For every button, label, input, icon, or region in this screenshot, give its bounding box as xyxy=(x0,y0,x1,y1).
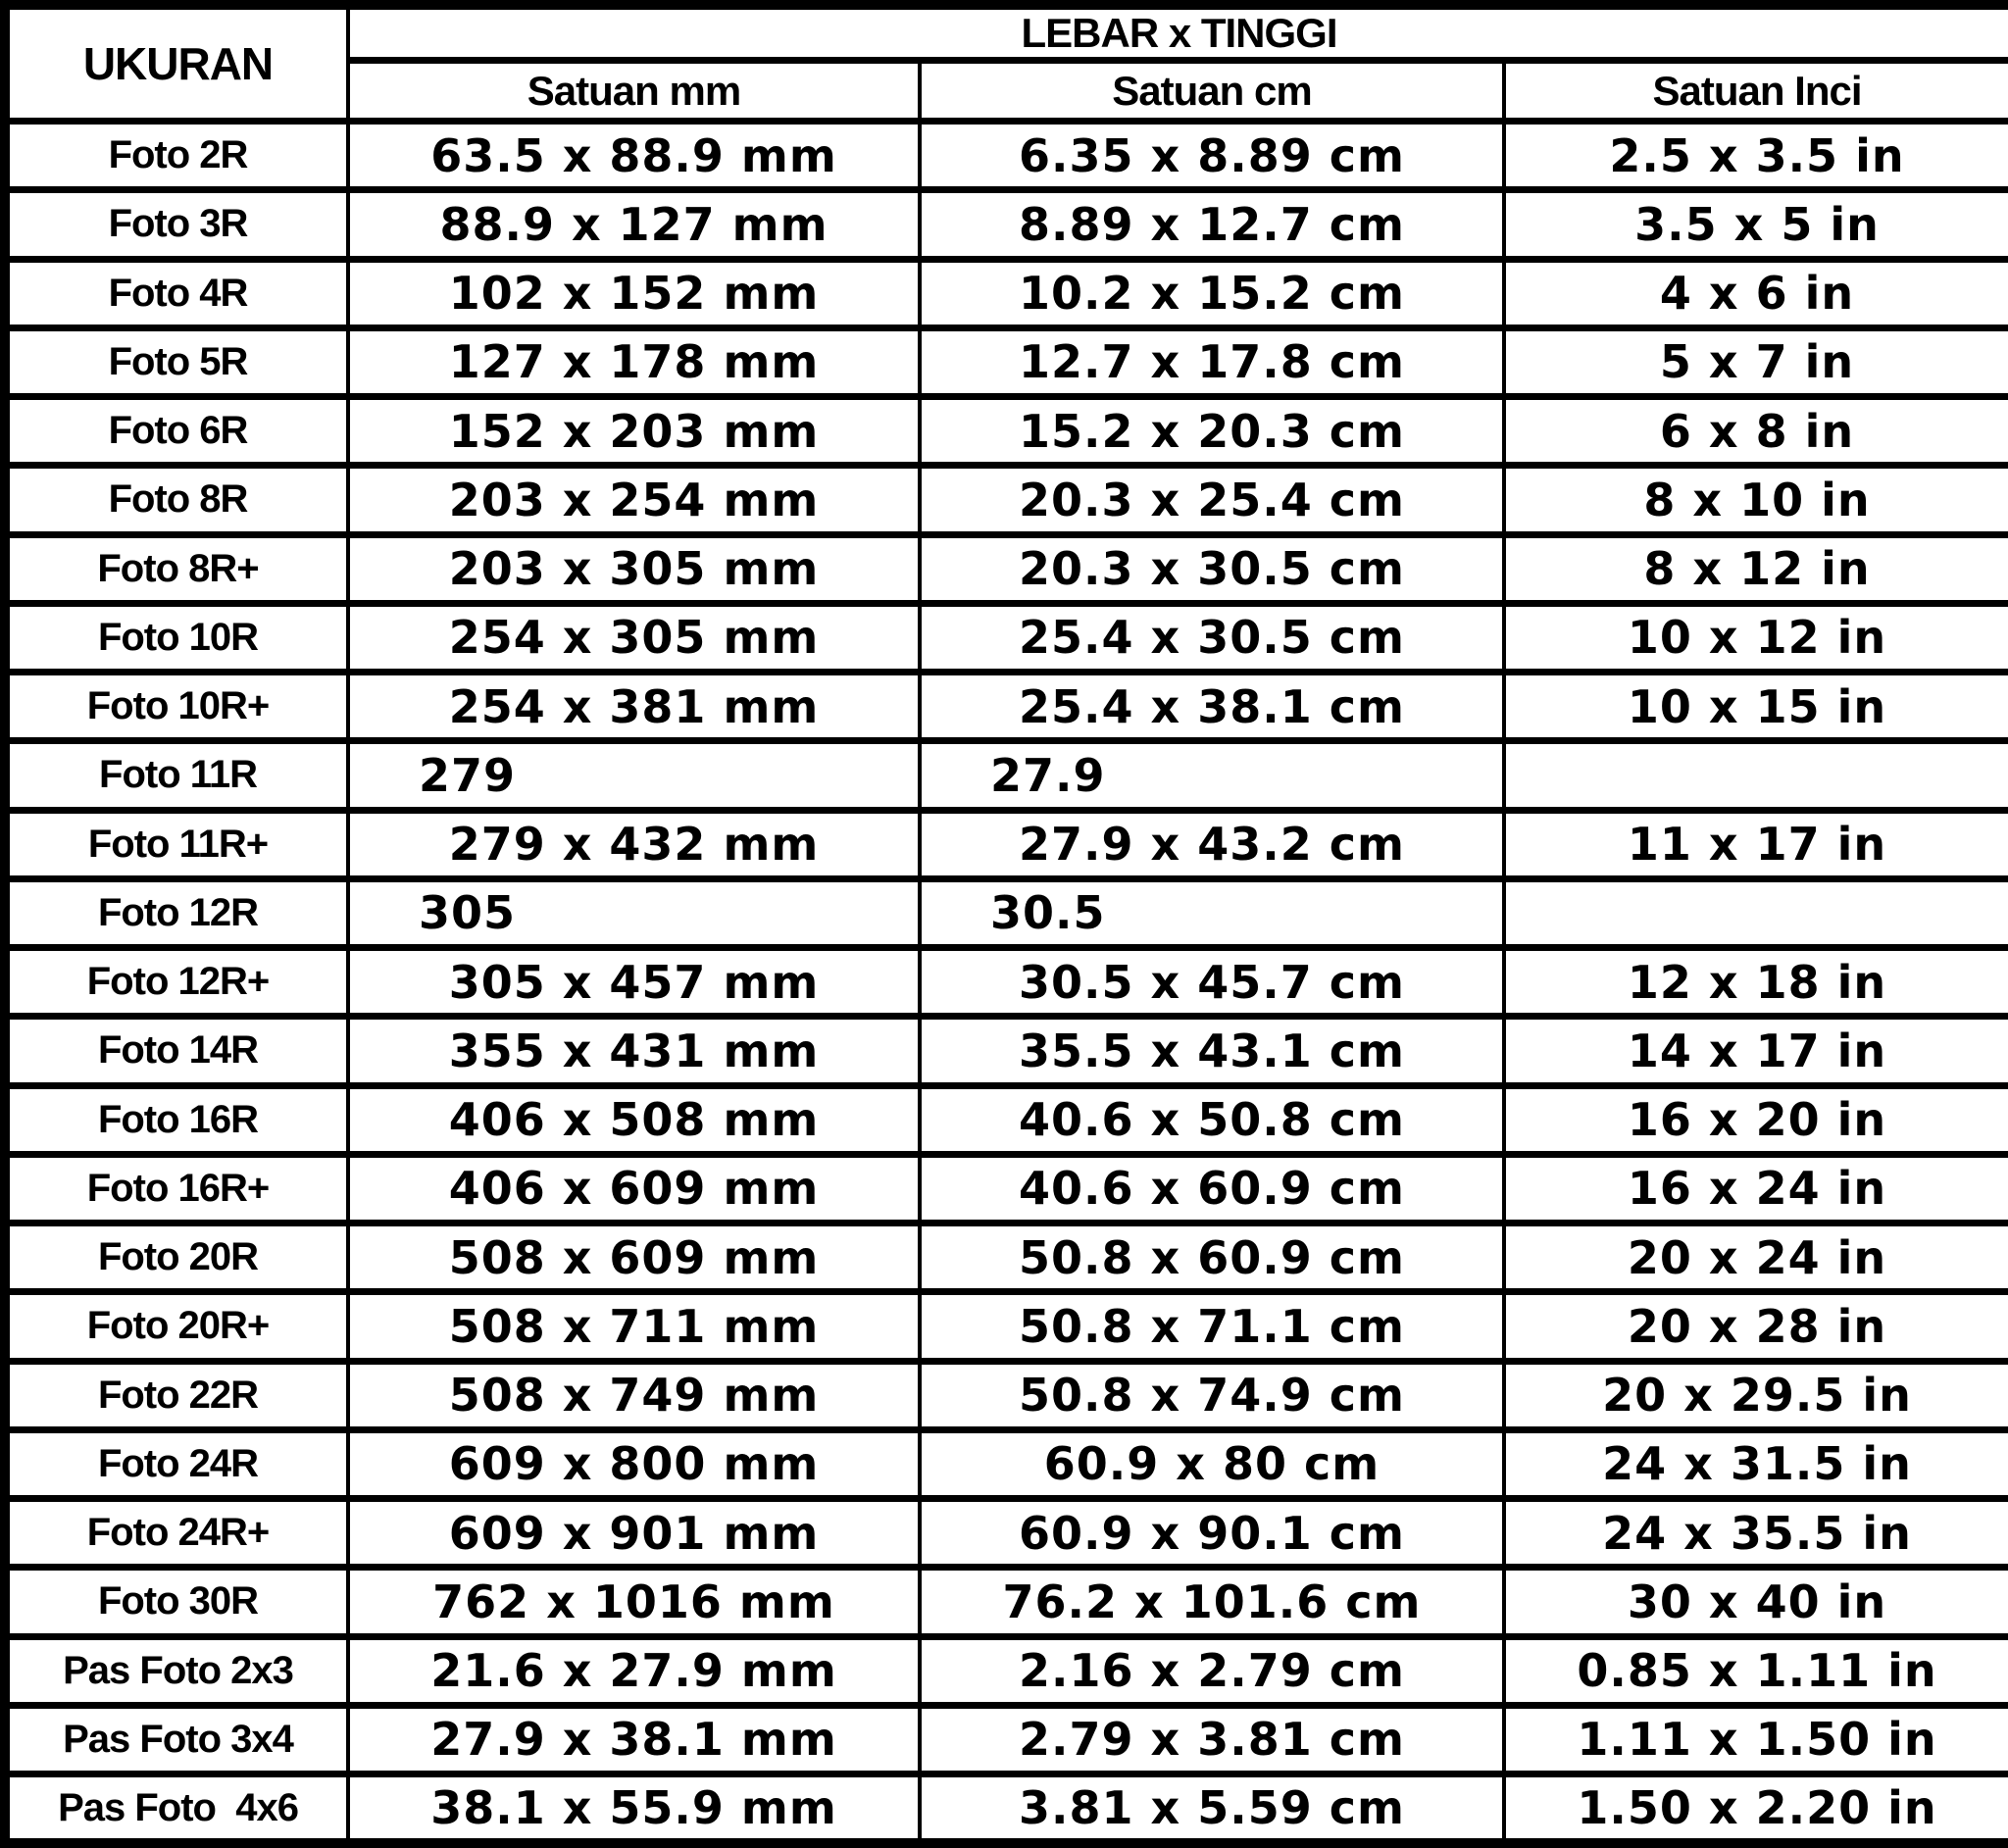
cell-satuan-cm: 35.5 x 43.1 cm xyxy=(920,1017,1504,1085)
table-row xyxy=(5,603,2008,672)
cell-satuan-inci: 1.11 x 1.50 in xyxy=(1504,1705,2008,1773)
table-row xyxy=(5,1361,2008,1429)
row-label-ukuran: Foto 14R xyxy=(5,1017,348,1085)
row-label-ukuran: Foto 10R xyxy=(5,603,348,672)
header-satuan-cm: Satuan cm xyxy=(920,61,1504,122)
table-row xyxy=(5,1499,2008,1568)
cell-satuan-cm: 20.3 x 25.4 cm xyxy=(920,466,1504,534)
row-label-ukuran: Foto 20R xyxy=(5,1224,348,1292)
cell-satuan-mm: 508 x 609 mm xyxy=(348,1224,920,1292)
table-row xyxy=(5,1154,2008,1223)
cell-satuan-inci: 14 x 17 in xyxy=(1504,1017,2008,1085)
cell-satuan-mm: 152 x 203 mm xyxy=(348,397,920,466)
cell-satuan-inci: 6 x 8 in xyxy=(1504,397,2008,466)
cell-satuan-inci: 16 x 24 in xyxy=(1504,1154,2008,1223)
table-row xyxy=(5,1085,2008,1154)
table-row xyxy=(5,1017,2008,1085)
table-body xyxy=(5,122,2008,1844)
header-ukuran: UKURAN xyxy=(5,5,348,122)
cell-satuan-cm: 15.2 x 20.3 cm xyxy=(920,397,1504,466)
cell-satuan-mm: 21.6 x 27.9 mm xyxy=(348,1636,920,1705)
table-row xyxy=(5,741,2008,810)
cell-satuan-mm: 305 x 457 mm xyxy=(348,948,920,1017)
table-row xyxy=(5,259,2008,327)
row-label-ukuran: Foto 11R xyxy=(5,741,348,810)
cell-satuan-inci: 20 x 28 in xyxy=(1504,1292,2008,1361)
table-row xyxy=(5,673,2008,741)
cell-satuan-mm: 203 x 254 mm xyxy=(348,466,920,534)
table-row xyxy=(5,466,2008,534)
cell-satuan-inci: 5 x 7 in xyxy=(1504,327,2008,396)
table-header xyxy=(5,5,2008,122)
row-label-ukuran: Foto 30R xyxy=(5,1568,348,1636)
cell-satuan-inci: 11 x 17 in xyxy=(1504,810,2008,878)
row-label-ukuran: Foto 8R xyxy=(5,466,348,534)
cell-satuan-mm: 254 x 381 mm xyxy=(348,673,920,741)
cell-satuan-mm: 305 xyxy=(348,878,920,947)
cell-satuan-inci: 12 x 18 in xyxy=(1504,948,2008,1017)
table-row xyxy=(5,397,2008,466)
row-label-ukuran: Foto 22R xyxy=(5,1361,348,1429)
cell-satuan-mm: 38.1 x 55.9 mm xyxy=(348,1774,920,1844)
table-row xyxy=(5,190,2008,259)
cell-satuan-inci: 1.50 x 2.20 in xyxy=(1504,1774,2008,1844)
table-row xyxy=(5,1292,2008,1361)
cell-satuan-cm: 27.9 xyxy=(920,741,1504,810)
cell-satuan-cm: 8.89 x 12.7 cm xyxy=(920,190,1504,259)
cell-satuan-cm: 3.81 x 5.59 cm xyxy=(920,1774,1504,1844)
cell-satuan-cm: 40.6 x 50.8 cm xyxy=(920,1085,1504,1154)
header-satuan-inci: Satuan Inci xyxy=(1504,61,2008,122)
cell-satuan-mm: 27.9 x 38.1 mm xyxy=(348,1705,920,1773)
row-label-ukuran: Foto 5R xyxy=(5,327,348,396)
row-label-ukuran: Pas Foto 2x3 xyxy=(5,1636,348,1705)
table-row xyxy=(5,948,2008,1017)
cell-satuan-mm: 203 x 305 mm xyxy=(348,534,920,603)
row-label-ukuran: Foto 16R+ xyxy=(5,1154,348,1223)
row-label-ukuran: Pas Foto 3x4 xyxy=(5,1705,348,1773)
cell-satuan-mm: 279 xyxy=(348,741,920,810)
cell-satuan-cm: 12.7 x 17.8 cm xyxy=(920,327,1504,396)
row-label-ukuran: Foto 8R+ xyxy=(5,534,348,603)
table-row xyxy=(5,327,2008,396)
table-row xyxy=(5,1224,2008,1292)
row-label-ukuran: Foto 24R xyxy=(5,1429,348,1498)
cell-satuan-inci: 20 x 29.5 in xyxy=(1504,1361,2008,1429)
cell-satuan-mm: 406 x 508 mm xyxy=(348,1085,920,1154)
table-row xyxy=(5,810,2008,878)
cell-satuan-inci: 2.5 x 3.5 in xyxy=(1504,122,2008,190)
cell-satuan-mm: 254 x 305 mm xyxy=(348,603,920,672)
cell-satuan-cm: 76.2 x 101.6 cm xyxy=(920,1568,1504,1636)
table-row xyxy=(5,534,2008,603)
row-label-ukuran: Foto 10R+ xyxy=(5,673,348,741)
table-row xyxy=(5,1774,2008,1844)
cell-satuan-cm: 25.4 x 30.5 cm xyxy=(920,603,1504,672)
cell-satuan-mm: 355 x 431 mm xyxy=(348,1017,920,1085)
cell-satuan-inci: 3.5 x 5 in xyxy=(1504,190,2008,259)
cell-satuan-mm: 508 x 749 mm xyxy=(348,1361,920,1429)
row-label-ukuran: Foto 4R xyxy=(5,259,348,327)
cell-satuan-inci: 8 x 12 in xyxy=(1504,534,2008,603)
cell-satuan-cm: 50.8 x 74.9 cm xyxy=(920,1361,1504,1429)
cell-satuan-cm: 2.79 x 3.81 cm xyxy=(920,1705,1504,1773)
table-row xyxy=(5,122,2008,190)
cell-satuan-inci: 0.85 x 1.11 in xyxy=(1504,1636,2008,1705)
cell-satuan-inci: 24 x 35.5 in xyxy=(1504,1499,2008,1568)
cell-satuan-cm: 27.9 x 43.2 cm xyxy=(920,810,1504,878)
cell-satuan-cm: 50.8 x 60.9 cm xyxy=(920,1224,1504,1292)
row-label-ukuran: Foto 6R xyxy=(5,397,348,466)
cell-satuan-cm: 30.5 xyxy=(920,878,1504,947)
row-label-ukuran: Foto 24R+ xyxy=(5,1499,348,1568)
row-label-ukuran: Foto 12R+ xyxy=(5,948,348,1017)
cell-satuan-cm: 60.9 x 80 cm xyxy=(920,1429,1504,1498)
cell-satuan-inci: 20 x 24 in xyxy=(1504,1224,2008,1292)
cell-satuan-inci xyxy=(1504,878,2008,947)
cell-satuan-mm: 63.5 x 88.9 mm xyxy=(348,122,920,190)
cell-satuan-mm: 508 x 711 mm xyxy=(348,1292,920,1361)
cell-satuan-cm: 20.3 x 30.5 cm xyxy=(920,534,1504,603)
cell-satuan-mm: 279 x 432 mm xyxy=(348,810,920,878)
cell-satuan-inci: 8 x 10 in xyxy=(1504,466,2008,534)
table-row xyxy=(5,1705,2008,1773)
cell-satuan-inci xyxy=(1504,741,2008,810)
cell-satuan-cm: 2.16 x 2.79 cm xyxy=(920,1636,1504,1705)
cell-satuan-inci: 10 x 12 in xyxy=(1504,603,2008,672)
row-label-ukuran: Foto 11R+ xyxy=(5,810,348,878)
row-label-ukuran: Foto 12R xyxy=(5,878,348,947)
row-label-ukuran: Foto 2R xyxy=(5,122,348,190)
table-row xyxy=(5,878,2008,947)
cell-satuan-mm: 609 x 901 mm xyxy=(348,1499,920,1568)
cell-satuan-cm: 10.2 x 15.2 cm xyxy=(920,259,1504,327)
cell-satuan-cm: 40.6 x 60.9 cm xyxy=(920,1154,1504,1223)
cell-satuan-mm: 762 x 1016 mm xyxy=(348,1568,920,1636)
header-lebar-x-tinggi: LEBAR x TINGGI xyxy=(348,5,2008,61)
table-row xyxy=(5,1568,2008,1636)
row-label-ukuran: Pas Foto 4x6 xyxy=(5,1774,348,1844)
cell-satuan-mm: 127 x 178 mm xyxy=(348,327,920,396)
cell-satuan-inci: 10 x 15 in xyxy=(1504,673,2008,741)
row-label-ukuran: Foto 16R xyxy=(5,1085,348,1154)
cell-satuan-inci: 30 x 40 in xyxy=(1504,1568,2008,1636)
table-row xyxy=(5,1636,2008,1705)
cell-satuan-cm: 25.4 x 38.1 cm xyxy=(920,673,1504,741)
cell-satuan-mm: 406 x 609 mm xyxy=(348,1154,920,1223)
table-row xyxy=(5,1429,2008,1498)
row-label-ukuran: Foto 20R+ xyxy=(5,1292,348,1361)
cell-satuan-inci: 4 x 6 in xyxy=(1504,259,2008,327)
cell-satuan-mm: 88.9 x 127 mm xyxy=(348,190,920,259)
cell-satuan-mm: 102 x 152 mm xyxy=(348,259,920,327)
header-row-group xyxy=(5,5,2008,61)
row-label-ukuran: Foto 3R xyxy=(5,190,348,259)
cell-satuan-inci: 24 x 31.5 in xyxy=(1504,1429,2008,1498)
cell-satuan-inci: 16 x 20 in xyxy=(1504,1085,2008,1154)
cell-satuan-cm: 50.8 x 71.1 cm xyxy=(920,1292,1504,1361)
cell-satuan-mm: 609 x 800 mm xyxy=(348,1429,920,1498)
header-satuan-mm: Satuan mm xyxy=(348,61,920,122)
cell-satuan-cm: 6.35 x 8.89 cm xyxy=(920,122,1504,190)
cell-satuan-cm: 60.9 x 90.1 cm xyxy=(920,1499,1504,1568)
cell-satuan-cm: 30.5 x 45.7 cm xyxy=(920,948,1504,1017)
